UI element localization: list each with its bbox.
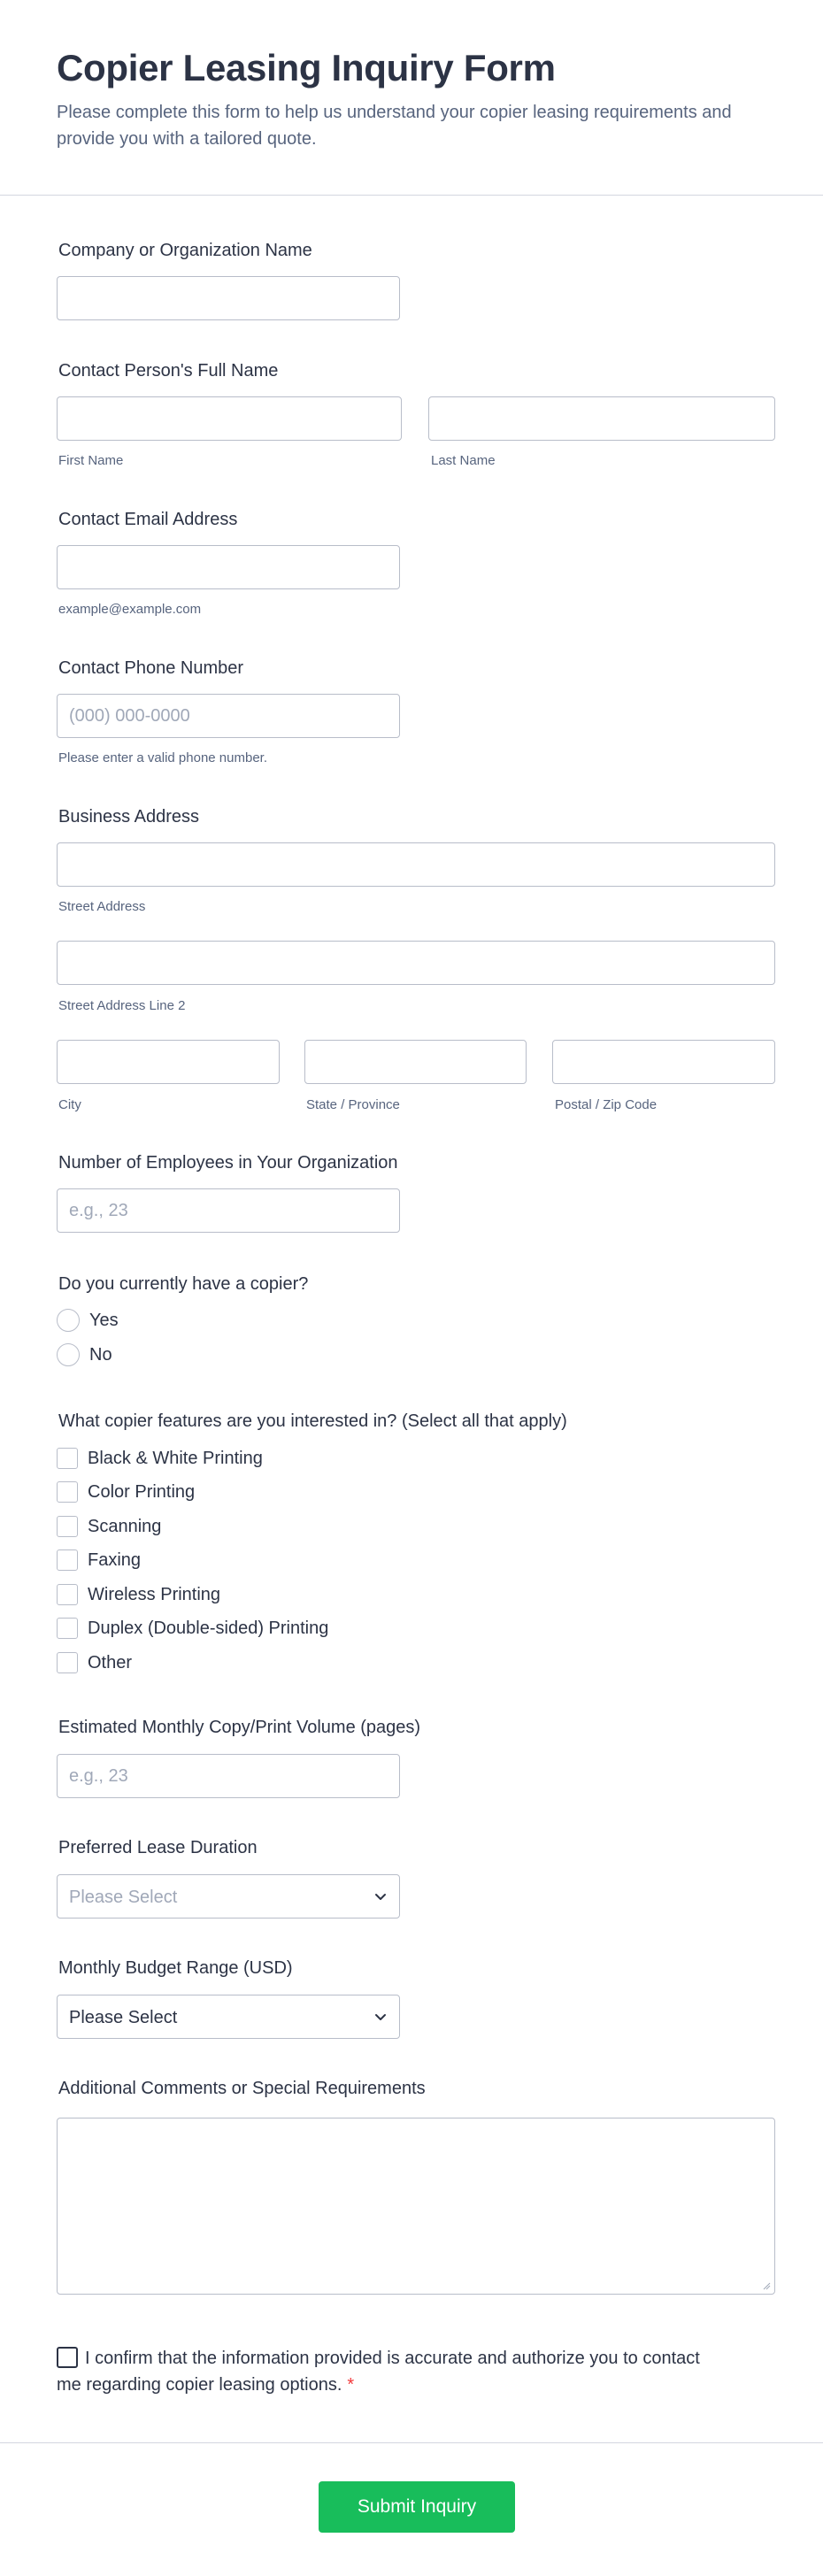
confirm-consent (57, 2345, 729, 2398)
footer-divider (0, 2442, 823, 2443)
phone-label: Contact Phone Number (58, 658, 244, 678)
zip-input[interactable] (552, 1040, 775, 1084)
email-label: Contact Email Address (58, 510, 238, 529)
comments-textarea[interactable] (57, 2118, 775, 2295)
street-address-2-sublabel: Street Address Line 2 (58, 998, 186, 1013)
lease-duration-label: Preferred Lease Duration (58, 1838, 258, 1857)
required-asterisk: * (347, 2375, 355, 2395)
email-hint: example@example.com (58, 602, 202, 617)
checkbox-label: Faxing (88, 1550, 142, 1570)
street-address-2-input[interactable] (57, 941, 775, 985)
form-title: Copier Leasing Inquiry Form (57, 47, 556, 88)
checkbox-label: Duplex (Double-sided) Printing (88, 1619, 329, 1638)
chevron-down-icon (373, 1888, 388, 1904)
checkbox[interactable] (57, 1652, 78, 1673)
confirm-text: I confirm that the information provided is accurate and authorize you to contact me regarding copier leasing options. (57, 2349, 700, 2395)
checkbox-label: Black & White Printing (88, 1449, 263, 1468)
radio-label: No (89, 1345, 112, 1365)
lease-duration-value: Please Select (69, 1888, 178, 1907)
volume-label: Estimated Monthly Copy/Print Volume (pages) (58, 1718, 421, 1737)
submit-button[interactable]: Submit Inquiry (319, 2481, 515, 2533)
budget-label: Monthly Budget Range (USD) (58, 1958, 293, 1978)
city-sublabel: City (58, 1097, 81, 1112)
last-name-sublabel: Last Name (431, 453, 496, 468)
radio-button[interactable] (57, 1309, 80, 1332)
checkbox[interactable] (57, 1516, 78, 1537)
form-header (57, 46, 765, 152)
address-label: Business Address (58, 807, 199, 827)
checkbox-label: Other (88, 1653, 133, 1672)
company-label: Company or Organization Name (58, 241, 312, 260)
lease-duration-select[interactable] (57, 1874, 400, 1919)
first-name-sublabel: First Name (58, 453, 124, 468)
checkbox-label: Scanning (88, 1517, 162, 1536)
budget-value: Please Select (69, 2008, 178, 2027)
state-input[interactable] (304, 1040, 527, 1084)
feature-option-other[interactable] (57, 1650, 132, 1675)
volume-input[interactable] (57, 1754, 400, 1798)
checkbox-label: Color Printing (88, 1482, 196, 1502)
comments-label: Additional Comments or Special Requirements (58, 2079, 426, 2098)
form-description: Please complete this form to help us understand your copier leasing requirements and provide you with a tailored quote. (57, 103, 732, 149)
resize-handle-icon[interactable] (762, 2281, 771, 2290)
radio-label: Yes (89, 1311, 119, 1330)
zip-sublabel: Postal / Zip Code (555, 1097, 658, 1112)
radio-option-yes[interactable] (57, 1308, 119, 1333)
features-label: What copier features are you interested in? (Select all that apply) (58, 1411, 567, 1431)
email-input[interactable] (57, 545, 400, 589)
feature-option-duplex-printing[interactable] (57, 1616, 328, 1641)
radio-option-no[interactable] (57, 1342, 112, 1367)
radio-button[interactable] (57, 1343, 80, 1366)
feature-option-color-printing[interactable] (57, 1480, 195, 1504)
checkbox[interactable] (57, 1448, 78, 1469)
employees-label: Number of Employees in Your Organization (58, 1153, 398, 1173)
confirm-checkbox[interactable] (57, 2347, 78, 2368)
checkbox[interactable] (57, 1584, 78, 1605)
checkbox[interactable] (57, 1618, 78, 1639)
current-copier-label: Do you currently have a copier? (58, 1274, 309, 1294)
city-input[interactable] (57, 1040, 280, 1084)
feature-option-bw-printing[interactable] (57, 1446, 263, 1471)
checkbox[interactable] (57, 1549, 78, 1571)
state-sublabel: State / Province (306, 1097, 400, 1112)
chevron-down-icon (373, 2009, 388, 2025)
checkbox[interactable] (57, 1481, 78, 1503)
first-name-input[interactable] (57, 396, 402, 441)
feature-option-scanning[interactable] (57, 1514, 161, 1539)
feature-option-wireless-printing[interactable] (57, 1582, 220, 1607)
checkbox-label: Wireless Printing (88, 1585, 221, 1604)
phone-input[interactable] (57, 694, 400, 738)
budget-select[interactable] (57, 1995, 400, 2039)
street-address-input[interactable] (57, 842, 775, 887)
last-name-input[interactable] (428, 396, 775, 441)
street-address-sublabel: Street Address (58, 899, 146, 914)
feature-option-faxing[interactable] (57, 1548, 141, 1573)
company-input[interactable] (57, 276, 400, 320)
phone-hint: Please enter a valid phone number. (58, 750, 267, 765)
contact-name-label: Contact Person's Full Name (58, 361, 279, 381)
employees-input[interactable] (57, 1188, 400, 1233)
header-divider (0, 195, 823, 196)
